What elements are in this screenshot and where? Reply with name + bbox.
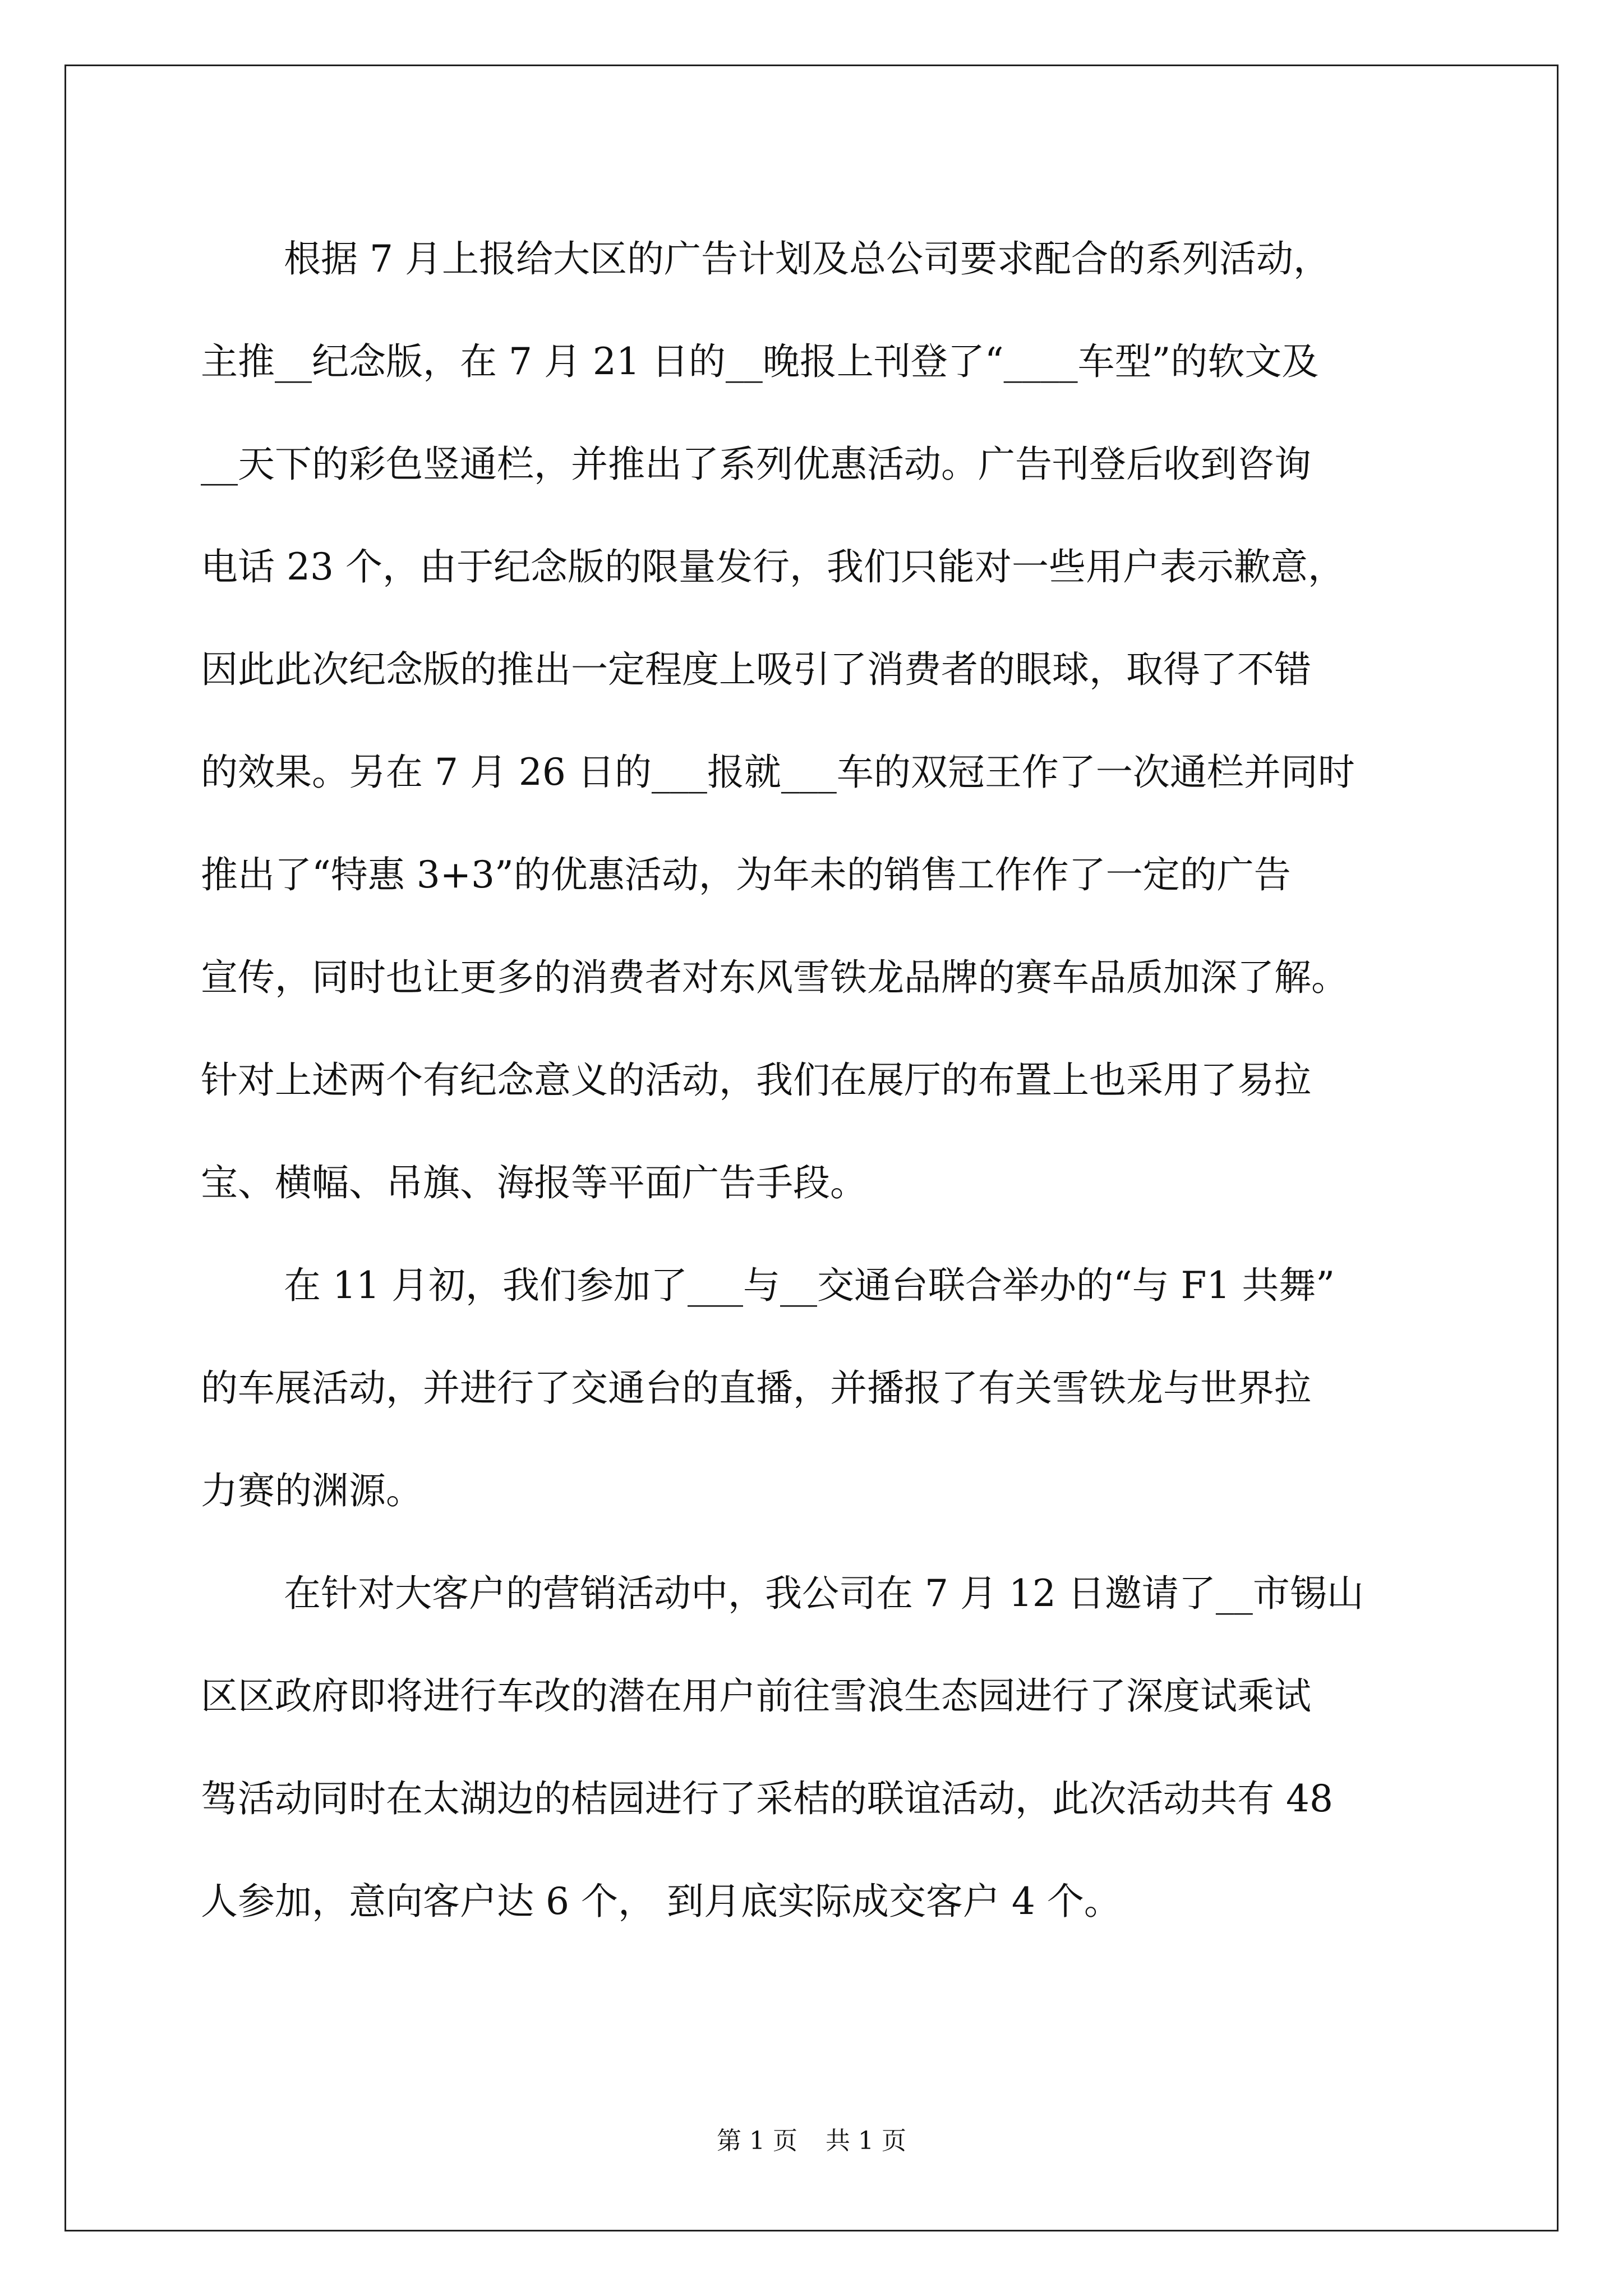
- paragraph-1-line-5: 因此此次纪念版的推出一定程度上吸引了消费者的眼球，取得了不错: [201, 648, 1311, 691]
- paragraph-2-line-1: 在 11 月初，我们参加了___与__交通台联合举办的“与 F1 共舞”: [284, 1264, 1335, 1307]
- paragraph-1-line-9: 针对上述两个有纪念意义的活动，我们在展厅的布置上也采用了易拉: [201, 1059, 1311, 1102]
- paragraph-1-line-10: 宝、横幅、吊旗、海报等平面广告手段。: [201, 1161, 867, 1204]
- paragraph-3-line-4: 人参加，意向客户达 6 个， 到月底实际成交客户 4 个。: [201, 1880, 1121, 1923]
- paragraph-3-line-3: 驾活动同时在太湖边的桔园进行了采桔的联谊活动，此次活动共有 48: [201, 1777, 1333, 1820]
- paragraph-1-line-3: __天下的彩色竖通栏，并推出了系列优惠活动。广告刊登后收到咨询: [201, 443, 1311, 486]
- document-body: [201, 208, 1435, 1953]
- paragraph-3-line-2: 区区政府即将进行车改的潜在用户前往雪浪生态园进行了深度试乘试: [201, 1674, 1311, 1718]
- paragraph-3-line-1: 在针对大客户的营销活动中，我公司在 7 月 12 日邀请了__市锡山: [284, 1572, 1364, 1615]
- paragraph-1-line-8: 宣传，同时也让更多的消费者对东风雪铁龙品牌的赛车品质加深了解。: [201, 956, 1348, 999]
- paragraph-1-line-4: 电话 23 个，由于纪念版的限量发行，我们只能对一些用户表示歉意，: [201, 545, 1345, 588]
- page-number: 第 1 页: [717, 2127, 797, 2155]
- paragraph-2-line-3: 力赛的渊源。: [201, 1469, 423, 1512]
- paragraph-1-line-7: 推出了“特惠 3+3”的优惠活动，为年未的销售工作作了一定的广告: [201, 853, 1291, 896]
- paragraph-1-line-1: 根据 7 月上报给大区的广告计划及总公司要求配合的系列活动，: [284, 237, 1330, 280]
- paragraph-2-line-2: 的车展活动，并进行了交通台的直播，并播报了有关雪铁龙与世界拉: [201, 1366, 1311, 1410]
- total-pages: 共 1 页: [826, 2127, 906, 2155]
- paragraph-1-line-6: 的效果。另在 7 月 26 日的___报就___车的双冠王作了一次通栏并同时: [201, 751, 1355, 794]
- page-footer: [0, 2120, 1623, 2156]
- paragraph-1-line-2: 主推__纪念版，在 7 月 21 日的__晚报上刊登了“____车型”的软文及: [201, 340, 1319, 383]
